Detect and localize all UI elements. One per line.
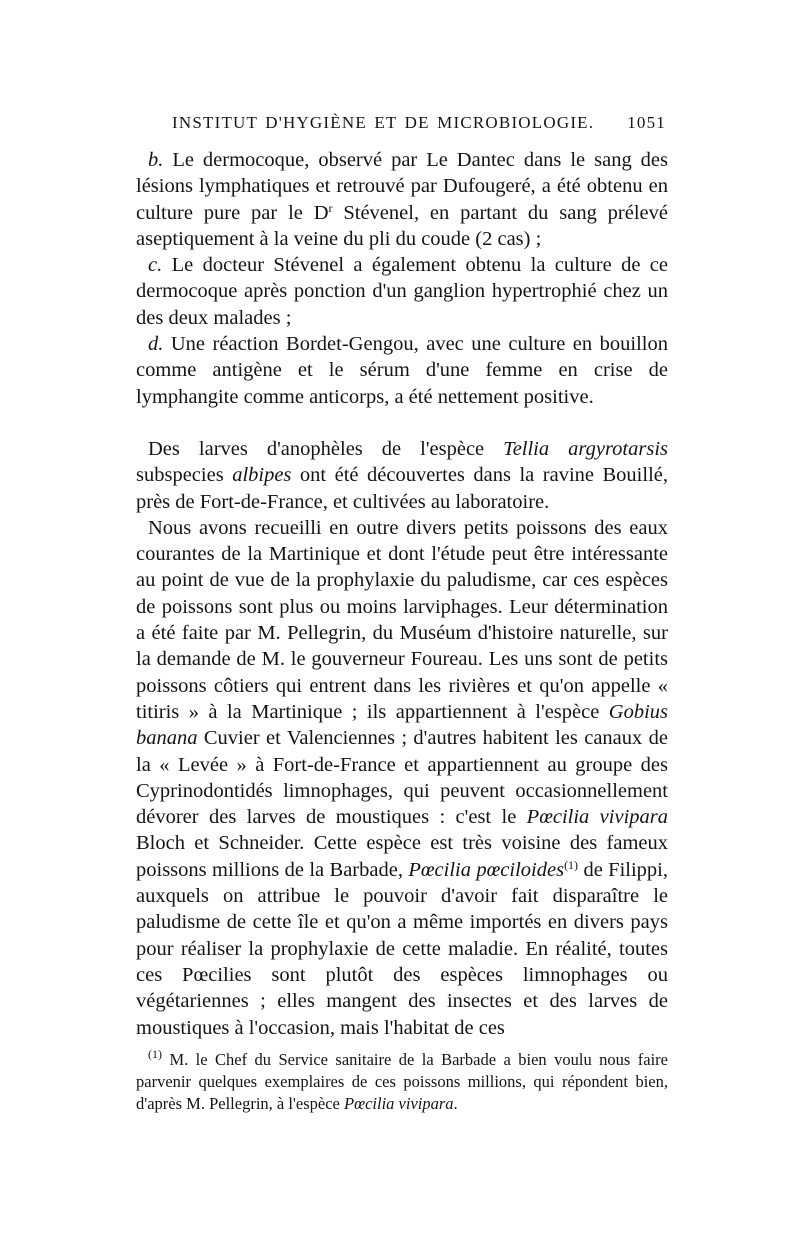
- text-run: Bloch et Schneider. Cette espèce est très voisine des fameux poissons millions de la Barbade,: [136, 832, 668, 881]
- text-run: ont été découvertes dans la ravine Bouillé, près de Fort-de-France, et cultivées au laboratoire.: [136, 464, 668, 513]
- item-text: Le docteur Stévenel a également obtenu la culture de ce dermocoque après ponction d'un ganglion hypertrophié chez un des deux malades ;: [136, 254, 668, 329]
- item-text: Le dermocoque, observé par Le Dantec dans le sang des lésions lymphatiques et retrouvé par Dufougeré, a été obtenu en culture pure par le D: [136, 149, 668, 224]
- species-name: Pœcilia vivipara: [526, 806, 668, 829]
- item-b: [136, 147, 668, 252]
- item-text: Une réaction Bordet-Gengou, avec une culture en bouillon comme antigène et le sérum d'une femme en crise de lymphangite comme anticorps, a été nettement positive.: [136, 333, 668, 408]
- text-run: Des larves d'anophèles de l'espèce: [148, 438, 504, 460]
- item-c: [136, 252, 668, 331]
- footnote-text: [136, 1049, 668, 1115]
- species-name: Pœcilia pœciloides: [408, 858, 565, 881]
- body-text: [136, 436, 668, 1041]
- page-number: 1051: [627, 113, 666, 132]
- species-name: albipes: [232, 464, 292, 487]
- species-name: Gobius banana: [136, 700, 668, 750]
- footnote: [136, 1049, 668, 1115]
- text-run: subspecies: [136, 464, 233, 487]
- species-name: Tellia argyrotarsis: [503, 438, 668, 460]
- text-run: Cuvier et Valenciennes ; d'autres habitent les canaux de la « Levée » à Fort-de-France et appartiennent au groupe des Cyprinodontidés limnophages, qui peuvent occasionnellement dévorer des larves de moustiques : c'est le: [136, 727, 668, 829]
- footnote-reference: (1): [564, 857, 579, 872]
- species-name: Pœcilia vivipara: [344, 1094, 454, 1113]
- text-run: de Filippi, auxquels on attribue le pouvoir d'avoir fait disparaître le paludisme de cette île et qu'on a même importés en divers pays pour réaliser la prophylaxie de cette maladie. En réalité, toutes ces Pœcilies sont plutôt des espèces limnophages ou végétariennes ; elles mangent des insectes et des larves de moustiques à l'occasion, mais l'habitat de ces: [136, 858, 668, 1039]
- text-run: .: [453, 1094, 458, 1113]
- text-run: Nous avons recueilli en outre divers petits poissons des eaux courantes de la Martinique et dont l'étude peut être intéressante au point de vue de la prophylaxie du paludisme, car ces espèces de poissons sont plus ou moins larviphages. Leur détermination a été faite par M. Pellegrin, du Muséum d'histoire naturelle, sur la demande de M. le gouverneur Foureau. Les uns sont de petits poissons côtiers qui entrent dans les rivières et qu'on appelle « titiris » à la Martinique ; ils appartiennent à l'espèce: [136, 516, 668, 723]
- paragraph-fishes: [136, 515, 668, 1041]
- item-letter: c.: [148, 254, 163, 277]
- running-title: INSTITUT D'HYGIÈNE ET DE MICROBIOLOGIE.: [172, 113, 595, 132]
- text-run: M. le Chef du Service sanitaire de la Barbade a bien voulu nous faire parvenir quelques exemplaires de ces poissons millions, qui répondent bien, d'après M. Pellegrin, à l'espèce: [136, 1050, 668, 1113]
- paragraph-anopheles: [136, 436, 668, 515]
- item-text-continued: Stévenel, en partant du sang prélevé aseptiquement à la veine du pli du coude (2 cas) ;: [136, 201, 668, 250]
- item-letter: d.: [148, 333, 164, 356]
- footnote-marker: (1): [148, 1047, 162, 1061]
- abbreviation-superscript: r: [328, 200, 333, 215]
- item-letter: b.: [148, 149, 164, 171]
- item-d: [136, 331, 668, 410]
- running-header: [136, 113, 668, 141]
- lettered-items: [136, 147, 668, 410]
